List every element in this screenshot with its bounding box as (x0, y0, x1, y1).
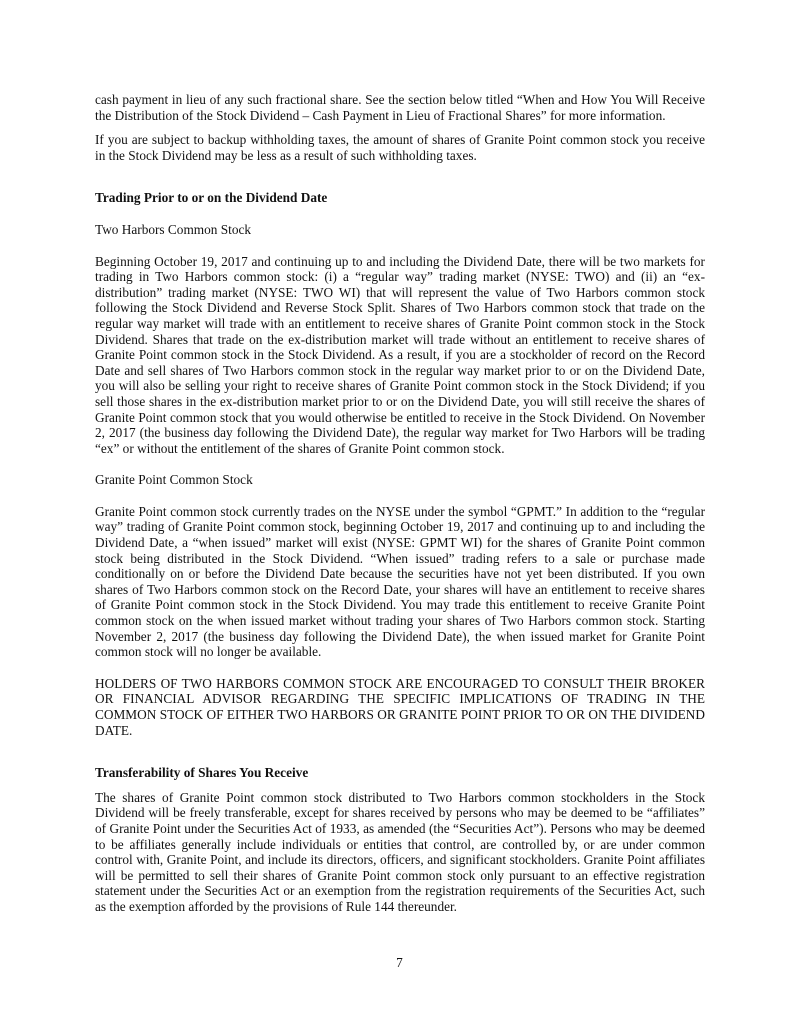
paragraph-two-harbors-trading: Beginning October 19, 2017 and continuing up to and including the Dividend Date, there will be two markets for trading in Two Harbors common stock: (i) a “regular way” trading market (NYSE: TWO) and (ii) an “ex-distribution” trading market (NYSE: TWO WI) that will represent the value of Two Harbors common stock following the Stock Dividend and Reverse Stock Split. Shares of Two Harbors common stock that trade on the regular way market will trade with an entitlement to receive shares of Granite Point common stock in the Stock Dividend. Shares that trade on the ex-distribution market will trade without an entitlement to receive shares of Granite Point common stock in the Stock Dividend. As a result, if you are a stockholder of record on the Record Date and sell shares of Two Harbors common stock in the regular way market prior to or on the Dividend Date, you will also be selling your right to receive shares of Granite Point common stock in the Stock Dividend; if you sell those shares in the ex-distribution market prior to or on the Dividend Date, you will still receive the shares of Granite Point common stock that you would otherwise be entitled to receive in the Stock Dividend. On November 2, 2017 (the business day following the Dividend Date), the regular way market for Two Harbors will be trading “ex” or without the entitlement of the shares of Granite Point common stock. (95, 253, 705, 456)
paragraph-transferability: The shares of Granite Point common stock distributed to Two Harbors common stockholders in the Stock Dividend will be freely transferable, except for shares received by persons who may be deemed to be “affiliates” of Granite Point under the Securities Act of 1933, as amended (the “Securities Act”). Persons who may be deemed to be affiliates generally include individuals or entities that control, are controlled by, or are under common control with, Granite Point, and include its directors, officers, and significant stockholders. Granite Point affiliates will be permitted to sell their shares of Granite Point common stock only pursuant to an effective registration statement under the Securities Act or an exemption from the registration requirements of the Securities Act, such as the exemption afforded by the provisions of Rule 144 thereunder. (95, 789, 705, 914)
document-page (95, 92, 705, 915)
section-heading-transferability: Transferability of Shares You Receive (95, 765, 309, 781)
paragraph-fractional-share: cash payment in lieu of any such fractional share. See the section below titled “When and How You Will Receive the Distribution of the Stock Dividend – Cash Payment in Lieu of Fractional Shares” for more information. (95, 92, 705, 123)
paragraph-backup-withholding: If you are subject to backup withholding taxes, the amount of shares of Granite Point common stock you receive in the Stock Dividend may be less as a result of such withholding taxes. (95, 132, 705, 163)
paragraph-granite-point-trading: Granite Point common stock currently trades on the NYSE under the symbol “GPMT.” In addition to the “regular way” trading of Granite Point common stock, beginning October 19, 2017 and continuing up to and including the Dividend Date, a “when issued” market will exist (NYSE: GPMT WI) for the shares of Granite Point common stock being distributed in the Stock Dividend. “When issued” trading refers to a sale or purchase made conditionally on or before the Dividend Date because the securities have not yet been distributed. If you own shares of Two Harbors common stock on the Record Date, your shares will have an entitlement to receive shares of Granite Point common stock in the Stock Dividend. You may trade this entitlement to receive Granite Point common stock on the when issued market without trading your shares of Two Harbors common stock. Starting November 2, 2017 (the business day following the Dividend Date), the when issued market for Granite Point common stock will no longer be available. (95, 503, 705, 660)
page-number: 7 (396, 955, 403, 970)
subheading-two-harbors: Two Harbors Common Stock (95, 221, 252, 237)
subheading-granite-point: Granite Point Common Stock (95, 472, 253, 488)
paragraph-holders-notice: HOLDERS OF TWO HARBORS COMMON STOCK ARE ENCOURAGED TO CONSULT THEIR BROKER OR FINANCIAL ADVISOR REGARDING THE SPECIFIC IMPLICATIONS OF TRADING IN THE COMMON STOCK OF EITHER TWO HARBORS OR GRANITE POINT PRIOR TO OR ON THE DIVIDEND DATE. (95, 675, 705, 738)
section-heading-trading: Trading Prior to or on the Dividend Date (95, 190, 328, 206)
